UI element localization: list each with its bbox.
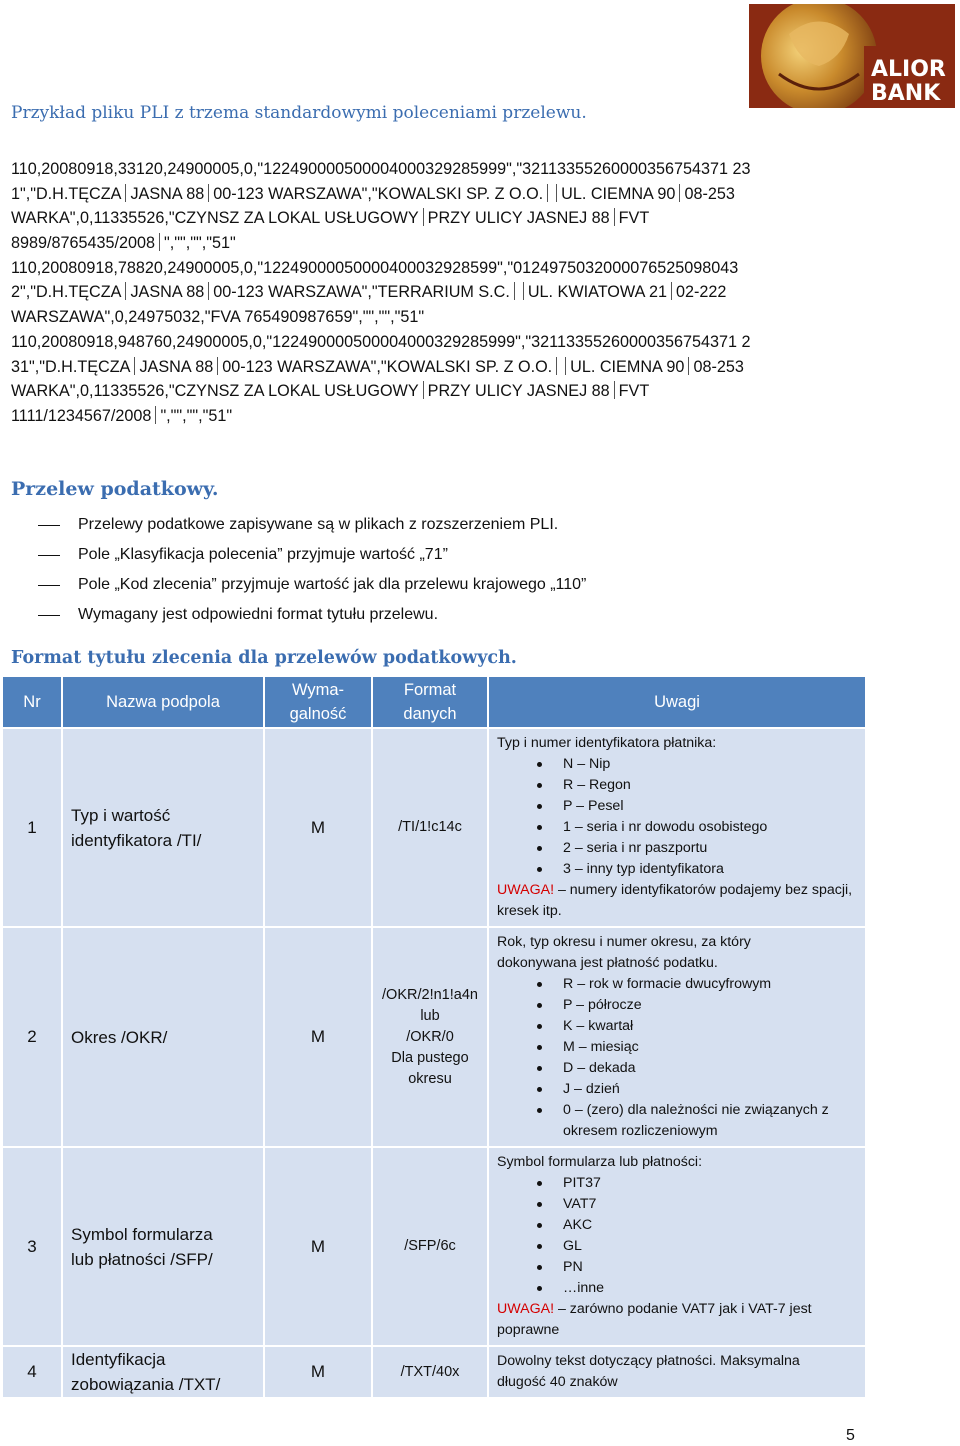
header-required: Wyma- galność [264, 676, 372, 728]
cell-required: M [264, 927, 372, 1147]
table-header-row [2, 676, 866, 728]
code-line [11, 379, 951, 404]
code-segment: ","","","51" [164, 234, 236, 253]
cell-format: /OKR/2!n1!a4n lub /OKR/0 Dla pustego okresu [372, 927, 488, 1147]
code-segment: 1","D.H.TĘCZA [11, 184, 122, 203]
code-segment: 110,20080918,33120,24900005,0,"122490000500004000329285999","32113355260000356754371 23 [11, 160, 751, 178]
separator-bar [125, 184, 126, 202]
code-segment: PRZY ULICY JASNEJ 88 [427, 382, 610, 401]
code-segment: PRZY ULICY JASNEJ 88 [427, 209, 610, 228]
list-item: 3 – inny typ identyfikatora [497, 859, 861, 880]
list-item: Wymagany jest odpowiedni format tytułu przelewu. [38, 600, 586, 630]
separator-bar [547, 184, 548, 202]
code-segment: WARKA",0,11335526,"CZYNSZ ZA LOKAL USŁUGOWY [11, 382, 419, 401]
dash-icon [38, 555, 60, 556]
separator-bar [523, 282, 524, 300]
code-segment: 1111/1234567/2008 [11, 406, 152, 425]
code-segment: 2","D.H.TĘCZA [11, 283, 122, 302]
cell-notes [488, 1147, 866, 1346]
code-segment: WARSZAWA",0,24975032,"FVA 765490987659","","","51" [11, 308, 425, 327]
code-segment: 02-222 [675, 283, 727, 302]
notes-intro: dokonywana jest płatność podatku. [497, 955, 718, 971]
table-row [2, 1346, 866, 1398]
code-line [11, 280, 951, 305]
cell-required: M [264, 728, 372, 927]
code-line [11, 330, 951, 355]
separator-bar [155, 406, 156, 424]
list-item: AKC [497, 1215, 861, 1236]
separator-bar [614, 381, 615, 399]
alior-bank-logo [749, 4, 955, 108]
list-item: N – Nip [497, 754, 861, 775]
code-segment: UL. CIEMNA 90 [561, 184, 676, 203]
cell-field-name: Typ i wartość identyfikatora /TI/ [62, 728, 264, 927]
notes-intro: Symbol formularza lub płatności: [497, 1154, 703, 1170]
separator-bar [688, 357, 689, 375]
notes-list [497, 1173, 861, 1299]
notes-intro: Rok, typ okresu i numer okresu, za który [497, 934, 751, 950]
separator-bar [565, 357, 566, 375]
code-line [11, 305, 951, 330]
list-item: K – kwartał [497, 1016, 861, 1037]
code-segment: 8989/8765435/2008 [11, 234, 156, 253]
code-segment: UL. KWIATOWA 21 [527, 283, 667, 302]
code-segment: 110,20080918,78820,24900005,0,"12249000050000400032928599","0124975032000076525098043 [11, 258, 739, 277]
notes-intro: Typ i numer identyfikatora płatnika: [497, 735, 717, 751]
code-line [11, 182, 951, 207]
code-segment: WARKA",0,11335526,"CZYNSZ ZA LOKAL USŁUGOWY [11, 209, 419, 228]
cell-format: /TXT/40x [372, 1346, 488, 1398]
code-line [11, 404, 951, 429]
dash-icon [38, 525, 60, 526]
dash-icon [38, 615, 60, 616]
cell-field-name: Symbol formularza lub płatności /SFP/ [62, 1147, 264, 1346]
table-row [2, 728, 866, 927]
page-number: 5 [846, 1427, 855, 1444]
code-segment: 00-123 WARSZAWA","KOWALSKI SP. Z O.O. [222, 357, 553, 376]
code-segment: 31","D.H.TĘCZA [11, 357, 131, 376]
separator-bar [614, 208, 615, 226]
separator-bar [134, 357, 135, 375]
notes-list [497, 974, 861, 1142]
list-item: D – dekada [497, 1058, 861, 1079]
logo-text-bank: BANK [871, 81, 941, 106]
list-item: P – półrocze [497, 995, 861, 1016]
code-line [11, 206, 951, 231]
list-item: PIT37 [497, 1173, 861, 1194]
separator-bar [125, 282, 126, 300]
cell-nr: 1 [2, 728, 62, 927]
cell-notes [488, 1346, 866, 1398]
dash-icon [38, 585, 60, 586]
code-segment: FVT [618, 209, 650, 228]
notes-intro: długość 40 znaków [497, 1374, 618, 1390]
separator-bar [556, 184, 557, 202]
list-item: Przelewy podatkowe zapisywane są w plikach z rozszerzeniem PLI. [38, 510, 586, 540]
table-row [2, 927, 866, 1147]
list-item: M – miesiąc [497, 1037, 861, 1058]
separator-bar [679, 184, 680, 202]
cell-notes [488, 927, 866, 1147]
header-name: Nazwa podpola [62, 676, 264, 728]
code-segment: JASNA 88 [139, 357, 214, 376]
separator-bar [514, 282, 515, 300]
section-title-tax-format: Format tytułu zlecenia dla przelewów podatkowych. [11, 648, 517, 668]
code-segment: 00-123 WARSZAWA","TERRARIUM S.C. [213, 283, 510, 302]
separator-bar [671, 282, 672, 300]
cell-format: /SFP/6c [372, 1147, 488, 1346]
section-title-tax-transfer: Przelew podatkowy. [11, 478, 219, 500]
notes-warning: UWAGA! – numery identyfikatorów podajemy bez spacji, kresek itp. [497, 882, 853, 919]
list-item: …inne [497, 1278, 861, 1299]
separator-bar [208, 184, 209, 202]
code-line [11, 157, 951, 182]
code-segment: UL. CIEMNA 90 [570, 357, 685, 376]
list-item: Pole „Kod zlecenia” przyjmuje wartość jak dla przelewu krajowego „110” [38, 570, 586, 600]
list-item: P – Pesel [497, 796, 861, 817]
list-item: 0 – (zero) dla należności nie związanych z okresem rozliczeniowym [497, 1100, 861, 1142]
list-item: 2 – seria i nr paszportu [497, 838, 861, 859]
cell-nr: 2 [2, 927, 62, 1147]
code-segment: FVT [618, 382, 650, 401]
list-item: Pole „Klasyfikacja polecenia” przyjmuje wartość „71” [38, 540, 586, 570]
separator-bar [208, 282, 209, 300]
tax-transfer-bullets [38, 510, 586, 630]
section-title-pli-example: Przykład pliku PLI z trzema standardowymi poleceniami przelewu. [11, 103, 587, 123]
cell-nr: 4 [2, 1346, 62, 1398]
code-segment: 08-253 [684, 184, 735, 203]
header-format: Format danych [372, 676, 488, 728]
cell-field-name: Okres /OKR/ [62, 927, 264, 1147]
separator-bar [159, 233, 160, 251]
code-segment: JASNA 88 [130, 283, 205, 302]
separator-bar [423, 381, 424, 399]
logo-text-alior: ALIOR [871, 57, 946, 82]
header-notes: Uwagi [488, 676, 866, 728]
cell-field-name: Identyfikacja zobowiązania /TXT/ [62, 1346, 264, 1398]
code-line [11, 355, 951, 380]
header-nr: Nr [2, 676, 62, 728]
separator-bar [423, 208, 424, 226]
pli-code-block [11, 157, 951, 429]
code-segment: ","","","51" [160, 406, 233, 425]
notes-warning: UWAGA! – zarówno podanie VAT7 jak i VAT-7 jest poprawne [497, 1301, 812, 1338]
code-line [11, 231, 951, 256]
cell-required: M [264, 1147, 372, 1346]
list-item: 1 – seria i nr dowodu osobistego [497, 817, 861, 838]
code-segment: JASNA 88 [130, 184, 205, 203]
cell-required: M [264, 1346, 372, 1398]
cell-notes [488, 728, 866, 927]
cell-nr: 3 [2, 1147, 62, 1346]
table-row [2, 1147, 866, 1346]
list-item: R – rok w formacie dwucyfrowym [497, 974, 861, 995]
code-segment: 00-123 WARSZAWA","KOWALSKI SP. Z O.O. [213, 184, 544, 203]
cell-format: /TI/1!c14c [372, 728, 488, 927]
code-line [11, 256, 951, 281]
list-item: R – Regon [497, 775, 861, 796]
separator-bar [556, 357, 557, 375]
list-item: VAT7 [497, 1194, 861, 1215]
code-segment: 110,20080918,948760,24900005,0,"122490000500004000329285999","32113355260000356754371 2 [11, 332, 751, 351]
list-item: PN [497, 1257, 861, 1278]
tax-format-table [2, 676, 866, 1398]
list-item: GL [497, 1236, 861, 1257]
notes-intro: Dowolny tekst dotyczący płatności. Maksymalna [497, 1353, 800, 1369]
notes-list [497, 754, 861, 880]
separator-bar [217, 357, 218, 375]
list-item: J – dzień [497, 1079, 861, 1100]
code-segment: 08-253 [693, 357, 744, 376]
